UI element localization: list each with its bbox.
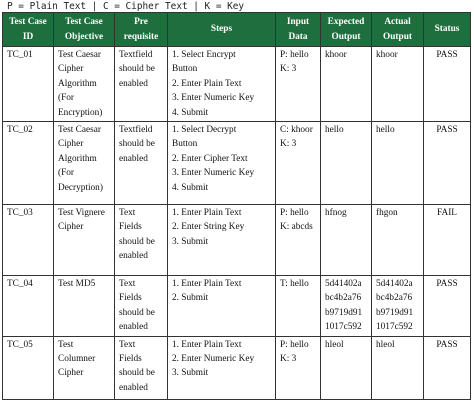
cell-line: 1. Select Decrypt: [172, 125, 237, 136]
cell-line: Encryption): [58, 107, 103, 118]
cell-status: PASS: [424, 122, 471, 205]
cell-line: Cipher: [58, 139, 84, 150]
table-row: [3, 122, 471, 205]
cell-input-data: [276, 47, 321, 122]
cell-prerequisite: [115, 336, 168, 399]
cell-line: hello: [376, 125, 395, 136]
cell-objective: [54, 205, 115, 276]
table-body: [3, 47, 471, 400]
cell-line: bc4b2a76: [325, 293, 362, 304]
cell-line: enabled: [119, 382, 148, 393]
cell-status: PASS: [424, 336, 471, 399]
cell-line: T: hello: [280, 279, 309, 290]
cell-line: Text: [119, 279, 136, 290]
cell-actual-output: [372, 336, 424, 399]
cell-line: khoor: [325, 50, 347, 60]
header-actual-output: Actual Output: [372, 13, 424, 47]
table-row: [3, 336, 471, 399]
cell-line: (For: [58, 93, 75, 104]
cell-line: Fields: [119, 222, 142, 233]
cell-status: PASS: [424, 47, 471, 122]
table-header: [3, 13, 471, 47]
header-test-case-id: Test Case ID: [3, 13, 54, 47]
cell-line: P: hello: [280, 50, 309, 60]
cell-objective: [54, 336, 115, 399]
cell-line: fhgon: [376, 208, 398, 219]
cell-test-case-id: TC_04: [3, 276, 54, 337]
cell-prerequisite: [115, 276, 168, 337]
header-input-data: Input Data: [276, 13, 321, 47]
cell-line: Textfield: [119, 50, 153, 60]
cell-line: 2. Enter Cipher Text: [172, 153, 248, 164]
cell-line: 2. Submit: [172, 293, 209, 304]
cell-line: 4. Submit: [172, 182, 209, 193]
cell-line: 3. Enter Numeric Key: [172, 93, 255, 104]
cell-line: enabled: [119, 251, 148, 262]
cell-line: P: hello: [280, 208, 309, 219]
cell-line: 2. Enter String Key: [172, 222, 245, 233]
cell-line: Algorithm: [58, 153, 97, 164]
cell-line: hfnog: [325, 208, 347, 219]
cell-line: Test MD5: [58, 279, 96, 290]
cell-line: 1017c592: [325, 322, 362, 333]
cell-steps: [168, 336, 276, 399]
cell-line: Fields: [119, 293, 142, 304]
cell-line: Button: [172, 64, 198, 75]
cell-line: b9719d91: [376, 307, 414, 318]
test-case-table: [2, 12, 471, 400]
table-row: [3, 276, 471, 337]
cell-line: Text: [119, 339, 136, 350]
cell-line: should be: [119, 307, 155, 318]
cell-expected-output: [321, 47, 372, 122]
cell-line: C: khoor: [280, 125, 313, 136]
cell-line: enabled: [119, 153, 148, 164]
cell-status: PASS: [424, 276, 471, 337]
cell-line: Fields: [119, 354, 142, 365]
cell-prerequisite: [115, 122, 168, 205]
cell-line: 1. Enter Plain Text: [172, 208, 242, 219]
cell-objective: [54, 276, 115, 337]
cell-actual-output: [372, 47, 424, 122]
cell-steps: [168, 205, 276, 276]
cell-line: khoor: [376, 50, 398, 60]
cell-objective: [54, 47, 115, 122]
cell-line: 2. Enter Numeric Key: [172, 354, 255, 365]
cell-line: K: abcds: [280, 222, 313, 233]
cell-line: Test Caesar: [58, 50, 101, 60]
cell-line: should be: [119, 64, 155, 75]
cell-line: Textfield: [119, 125, 153, 136]
cell-line: K: 3: [280, 139, 297, 150]
cell-line: hleol: [376, 339, 395, 350]
table-row: [3, 205, 471, 276]
cell-line: Algorithm: [58, 78, 97, 89]
cell-actual-output: [372, 205, 424, 276]
cell-line: bc4b2a76: [376, 293, 413, 304]
cell-test-case-id: TC_02: [3, 122, 54, 205]
cell-objective: [54, 122, 115, 205]
cell-input-data: [276, 336, 321, 399]
cell-expected-output: [321, 336, 372, 399]
cell-line: (For: [58, 168, 75, 179]
cell-prerequisite: [115, 47, 168, 122]
cell-input-data: [276, 276, 321, 337]
cell-line: hleol: [325, 339, 344, 350]
cell-line: enabled: [119, 322, 148, 333]
cell-expected-output: [321, 122, 372, 205]
cell-line: Button: [172, 139, 198, 150]
cell-line: enabled: [119, 78, 148, 89]
cell-line: Columner: [58, 354, 96, 365]
cell-line: should be: [119, 139, 155, 150]
cell-line: K: 3: [280, 354, 297, 365]
cell-line: 4. Submit: [172, 107, 209, 118]
cell-line: 5d41402a: [325, 279, 362, 290]
cell-line: Decryption): [58, 182, 103, 193]
header-row: [3, 13, 471, 47]
cell-line: K: 3: [280, 64, 297, 75]
cell-status: FAIL: [424, 205, 471, 276]
cell-line: 1017c592: [376, 322, 413, 333]
cell-actual-output: [372, 122, 424, 205]
cell-line: Cipher: [58, 64, 84, 75]
header-steps: Steps: [168, 13, 276, 47]
header-test-case-objective: Test Case Objective: [54, 13, 115, 47]
cell-line: Test: [58, 339, 74, 350]
cell-line: b9719d91: [325, 307, 363, 318]
cell-test-case-id: TC_03: [3, 205, 54, 276]
cell-line: 5d41402a: [376, 279, 413, 290]
cell-steps: [168, 276, 276, 337]
cell-line: Test Vignere: [58, 208, 105, 219]
header-expected-output: Expected Output: [321, 13, 372, 47]
legend-line: P = Plain Text | C = Cipher Text | K = Key: [7, 1, 245, 12]
cell-steps: [168, 47, 276, 122]
cell-line: 3. Submit: [172, 236, 209, 247]
cell-line: 1. Enter Plain Text: [172, 339, 242, 350]
cell-actual-output: [372, 276, 424, 337]
cell-test-case-id: TC_01: [3, 47, 54, 122]
cell-test-case-id: TC_05: [3, 336, 54, 399]
cell-input-data: [276, 205, 321, 276]
cell-line: 2. Enter Plain Text: [172, 78, 242, 89]
cell-line: hello: [325, 125, 344, 136]
cell-line: 3. Submit: [172, 368, 209, 379]
cell-line: 3. Enter Numeric Key: [172, 168, 255, 179]
cell-line: Cipher: [58, 368, 84, 379]
cell-line: 1. Enter Plain Text: [172, 279, 242, 290]
header-status: Status: [424, 13, 471, 47]
cell-line: should be: [119, 236, 155, 247]
cell-line: Test Caesar: [58, 125, 101, 136]
cell-expected-output: [321, 205, 372, 276]
cell-prerequisite: [115, 205, 168, 276]
cell-line: should be: [119, 368, 155, 379]
cell-line: 1. Select Encrypt: [172, 50, 236, 60]
cell-steps: [168, 122, 276, 205]
cell-line: Text: [119, 208, 136, 219]
cell-line: Cipher: [58, 222, 84, 233]
table-row: [3, 47, 471, 122]
cell-input-data: [276, 122, 321, 205]
cell-expected-output: [321, 276, 372, 337]
cell-line: P: hello: [280, 339, 309, 350]
header-prerequisite: Pre requisite: [115, 13, 168, 47]
